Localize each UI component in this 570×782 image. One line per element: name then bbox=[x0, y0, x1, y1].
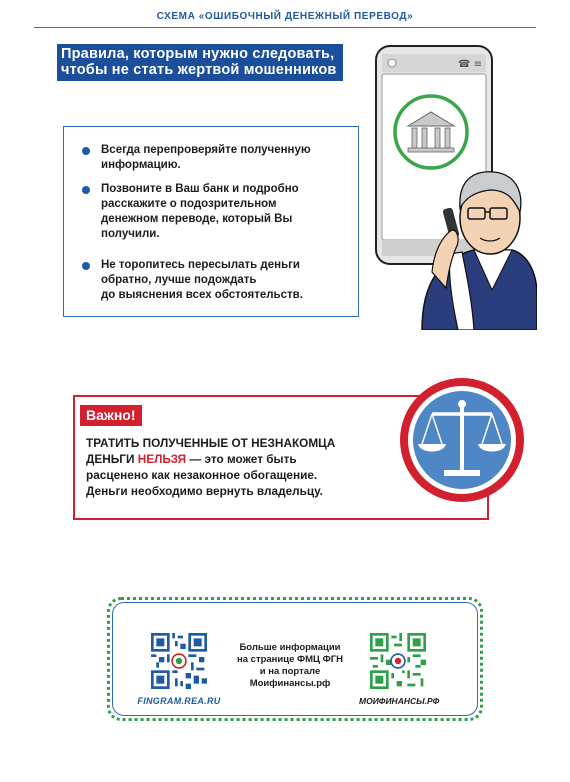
important-line: ТРАТИТЬ ПОЛУЧЕННЫЕ ОТ НЕЗНАКОМЦА bbox=[86, 436, 336, 450]
svg-text:☎ ≡: ☎ ≡ bbox=[458, 59, 483, 70]
bank-icon bbox=[395, 96, 467, 168]
bullet-icon bbox=[82, 147, 90, 155]
important-text bbox=[86, 435, 386, 499]
rule-item bbox=[82, 258, 303, 303]
rule-line: расскажите о подозрительном bbox=[101, 198, 277, 210]
rules-heading bbox=[57, 44, 343, 81]
rule-line: до выяснения всех обстоятельств. bbox=[101, 289, 303, 301]
rule-line: Не торопитесь пересылать деньги bbox=[101, 259, 300, 271]
rules-heading-line2: чтобы не стать жертвой мошенников bbox=[61, 62, 337, 78]
fingram-link[interactable]: FINGRAM.REA.RU bbox=[137, 696, 221, 706]
qr-code-icon[interactable] bbox=[370, 633, 426, 689]
rule-line: обратно, лучше подождать bbox=[101, 274, 257, 286]
important-line-end: — это может быть bbox=[186, 452, 297, 466]
forbidden-word: НЕЛЬЗЯ bbox=[137, 452, 187, 466]
important-line bbox=[86, 451, 386, 467]
qr-code-icon[interactable] bbox=[151, 633, 207, 689]
bullet-icon bbox=[82, 262, 90, 270]
more-info-line: Моифинансы.рф bbox=[249, 678, 331, 689]
more-info-line: на странице ФМЦ ФГН bbox=[237, 654, 343, 665]
more-info-line: Больше информации bbox=[239, 642, 341, 653]
rule-line: денежном переводе, который Вы bbox=[101, 213, 293, 225]
rule-line: получили. bbox=[101, 228, 160, 240]
moifinansy-link[interactable]: МОИФИНАНСЫ.РФ bbox=[359, 696, 440, 706]
rule-item bbox=[82, 182, 299, 242]
scales-icon bbox=[396, 374, 528, 506]
rule-item bbox=[82, 143, 311, 173]
important-line: Деньги необходимо вернуть владельцу. bbox=[86, 484, 323, 498]
more-info-text bbox=[220, 642, 360, 690]
rules-heading-line1: Правила, которым нужно следовать, bbox=[61, 46, 335, 62]
rules-box bbox=[63, 126, 359, 317]
rule-line: информацию. bbox=[101, 159, 181, 171]
bullet-icon bbox=[82, 186, 90, 194]
rule-line: Позвоните в Ваш банк и подробно bbox=[101, 183, 299, 195]
phone-call-illustration bbox=[362, 40, 537, 330]
important-line: расценено как незаконное обогащение. bbox=[86, 468, 318, 482]
important-line-start: ДЕНЬГИ bbox=[86, 452, 138, 466]
rule-line: Всегда перепроверяйте полученную bbox=[101, 144, 311, 156]
page-title: СХЕМА «ОШИБОЧНЫЙ ДЕНЕЖНЫЙ ПЕРЕВОД» bbox=[156, 11, 414, 22]
important-badge: Важно! bbox=[80, 405, 142, 426]
more-info-line: и на портале bbox=[259, 666, 321, 677]
